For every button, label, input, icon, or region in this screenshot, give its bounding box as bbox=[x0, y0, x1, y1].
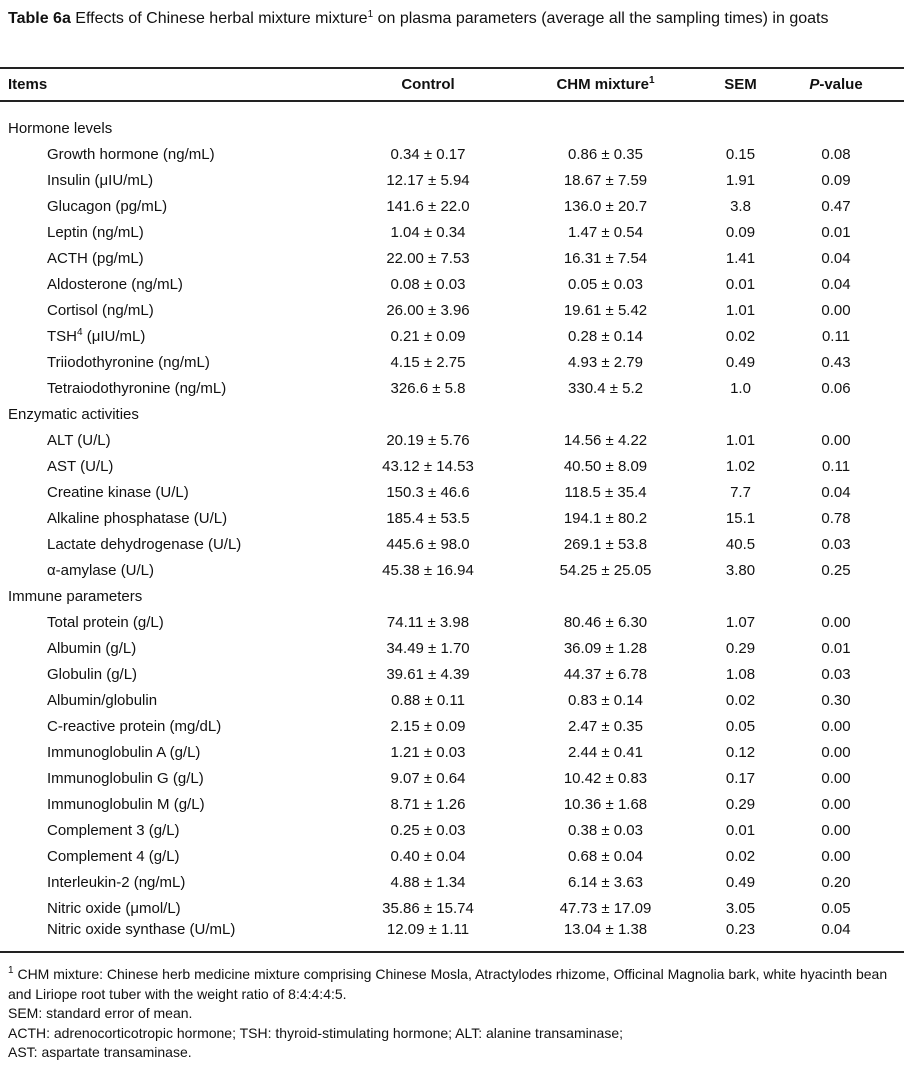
control-value: 26.00 ± 3.96 bbox=[386, 301, 470, 319]
item-name bbox=[0, 349, 338, 375]
control-value: 326.6 ± 5.8 bbox=[390, 379, 466, 397]
table-row bbox=[0, 687, 904, 713]
sem-value: 3.8 bbox=[730, 197, 751, 215]
table-row bbox=[0, 219, 904, 245]
table-row bbox=[0, 453, 904, 479]
item-text: Albumin/globulin bbox=[47, 691, 158, 709]
sem-value: 0.49 bbox=[725, 353, 756, 371]
table-row bbox=[0, 531, 904, 557]
chm-value: 118.5 ± 35.4 bbox=[564, 483, 647, 501]
p-value: 0.04 bbox=[821, 483, 851, 501]
plasma-parameters-table bbox=[0, 67, 904, 953]
title-text-after: on plasma parameters (average all the sampling times) in goats bbox=[373, 10, 829, 27]
sem-value: 1.01 bbox=[725, 431, 756, 449]
table-row bbox=[0, 271, 904, 297]
chm-value: 0.86 ± 0.35 bbox=[568, 145, 643, 163]
sem-value: 1.01 bbox=[725, 301, 756, 319]
item-text-after: (μIU/mL) bbox=[82, 327, 146, 345]
chm-value: 13.04 ± 1.38 bbox=[518, 921, 693, 952]
item-text: ALT (U/L) bbox=[47, 431, 111, 449]
chm-value: 1.47 ± 0.54 bbox=[568, 223, 643, 241]
sem-value: 0.17 bbox=[725, 769, 756, 787]
control-value: 20.19 ± 5.76 bbox=[386, 431, 470, 449]
sem-value: 1.41 bbox=[725, 249, 756, 267]
item-text: Alkaline phosphatase (U/L) bbox=[47, 509, 228, 527]
header-p-rest: -value bbox=[819, 76, 863, 93]
item-text: AST (U/L) bbox=[47, 457, 114, 475]
table-row bbox=[0, 635, 904, 661]
control-value: 39.61 ± 4.39 bbox=[386, 665, 470, 683]
title-text: Effects of Chinese herbal mixture mixture bbox=[75, 10, 368, 27]
control-value: 1.04 ± 0.34 bbox=[390, 223, 466, 241]
table-row bbox=[0, 297, 904, 323]
sem-value: 3.05 bbox=[725, 899, 756, 917]
item-name bbox=[0, 323, 338, 349]
sem-value: 0.29 bbox=[725, 639, 756, 657]
section-row bbox=[0, 583, 904, 609]
item-name bbox=[0, 843, 338, 869]
item-text: C-reactive protein (mg/dL) bbox=[47, 717, 222, 735]
p-value: 0.09 bbox=[821, 171, 851, 189]
control-value: 43.12 ± 14.53 bbox=[382, 457, 474, 475]
spacer-row bbox=[0, 101, 904, 115]
chm-value: 0.83 ± 0.14 bbox=[568, 691, 643, 709]
sem-value: 15.1 bbox=[725, 509, 756, 527]
table-row bbox=[0, 713, 904, 739]
p-value: 0.08 bbox=[821, 145, 851, 163]
item-text: Insulin (μIU/mL) bbox=[47, 171, 154, 189]
chm-value: 36.09 ± 1.28 bbox=[563, 639, 648, 657]
spacer-cell bbox=[0, 101, 904, 115]
control-value: 2.15 ± 0.09 bbox=[390, 717, 466, 735]
chm-value: 269.1 ± 53.8 bbox=[563, 535, 648, 553]
item-name bbox=[0, 167, 338, 193]
p-value: 0.00 bbox=[821, 847, 851, 865]
control-value: 0.40 ± 0.04 bbox=[390, 847, 466, 865]
item-name bbox=[0, 427, 338, 453]
title-footnote-ref: 1 bbox=[367, 9, 374, 20]
table-row bbox=[0, 609, 904, 635]
chm-value: 44.37 ± 6.78 bbox=[563, 665, 648, 683]
item-name bbox=[0, 921, 338, 952]
p-value: 0.78 bbox=[821, 509, 851, 527]
table-row bbox=[0, 895, 904, 921]
section-title: Enzymatic activities bbox=[8, 405, 139, 423]
sem-value: 7.7 bbox=[730, 483, 751, 501]
control-value: 185.4 ± 53.5 bbox=[386, 509, 470, 527]
item-name bbox=[0, 557, 338, 583]
sem-value: 0.05 bbox=[725, 717, 756, 735]
p-value: 0.43 bbox=[821, 353, 851, 371]
sem-value: 3.80 bbox=[725, 561, 756, 579]
table-row bbox=[0, 817, 904, 843]
chm-value: 18.67 ± 7.59 bbox=[563, 171, 648, 189]
table-row bbox=[0, 193, 904, 219]
header-items: Items bbox=[0, 68, 338, 101]
chm-value: 194.1 ± 80.2 bbox=[563, 509, 648, 527]
p-value: 0.30 bbox=[821, 691, 851, 709]
footnote-1-text: CHM mixture: Chinese herb medicine mixture comprising Chinese Mosla, Atractylodes rhizome, Officinal Magnolia bark, white hyacinth bean and Liriope root tuber with the weight ratio of 8:4:4:4:5. bbox=[8, 966, 888, 1002]
item-text: Albumin (g/L) bbox=[47, 639, 137, 657]
p-value: 0.00 bbox=[821, 301, 851, 319]
table-row bbox=[0, 323, 904, 349]
table-row bbox=[0, 843, 904, 869]
sem-value: 1.0 bbox=[730, 379, 751, 397]
table-title bbox=[8, 9, 898, 29]
header-chm-text: CHM mixture bbox=[556, 76, 649, 93]
footnote-abbreviations-2: AST: aspartate transaminase. bbox=[8, 1044, 192, 1060]
item-name bbox=[0, 271, 338, 297]
item-text: Nitric oxide synthase (U/mL) bbox=[47, 921, 236, 938]
control-value: 1.21 ± 0.03 bbox=[390, 743, 466, 761]
table-row bbox=[0, 765, 904, 791]
chm-value: 10.42 ± 0.83 bbox=[563, 769, 648, 787]
p-value: 0.00 bbox=[821, 717, 851, 735]
header-sem: SEM bbox=[693, 68, 788, 101]
table-row bbox=[0, 921, 904, 952]
chm-value: 2.44 ± 0.41 bbox=[568, 743, 643, 761]
footnote-1-marker: 1 bbox=[8, 965, 14, 976]
item-text: TSH bbox=[47, 327, 77, 345]
section-title: Immune parameters bbox=[8, 587, 143, 605]
item-text: Immunoglobulin G (g/L) bbox=[47, 769, 204, 787]
chm-value: 19.61 ± 5.42 bbox=[563, 301, 648, 319]
table-row bbox=[0, 661, 904, 687]
control-value: 35.86 ± 15.74 bbox=[382, 899, 474, 917]
chm-value: 4.93 ± 2.79 bbox=[568, 353, 643, 371]
chm-value: 6.14 ± 3.63 bbox=[568, 873, 643, 891]
table-row bbox=[0, 349, 904, 375]
control-value: 0.08 ± 0.03 bbox=[390, 275, 466, 293]
control-value: 0.21 ± 0.09 bbox=[390, 327, 466, 345]
sem-value: 0.12 bbox=[725, 743, 756, 761]
p-value: 0.06 bbox=[821, 379, 851, 397]
table-body bbox=[0, 101, 904, 952]
item-name bbox=[0, 297, 338, 323]
sem-value: 1.91 bbox=[725, 171, 756, 189]
control-value: 45.38 ± 16.94 bbox=[382, 561, 474, 579]
item-name bbox=[0, 193, 338, 219]
sem-value: 40.5 bbox=[725, 535, 756, 553]
item-name bbox=[0, 817, 338, 843]
sem-value: 0.02 bbox=[725, 327, 756, 345]
sem-value: 0.02 bbox=[725, 847, 756, 865]
p-value: 0.00 bbox=[821, 431, 851, 449]
section-title: Hormone levels bbox=[8, 119, 113, 137]
chm-value: 330.4 ± 5.2 bbox=[568, 379, 643, 397]
p-value: 0.00 bbox=[821, 769, 851, 787]
header-chm-sup: 1 bbox=[648, 75, 655, 86]
item-text: Total protein (g/L) bbox=[47, 613, 164, 631]
section-row bbox=[0, 401, 904, 427]
p-value: 0.11 bbox=[821, 327, 851, 345]
item-name bbox=[0, 895, 338, 921]
p-value: 0.03 bbox=[821, 665, 851, 683]
table-label: Table 6a bbox=[8, 10, 71, 27]
header-chm bbox=[518, 68, 693, 101]
sem-value: 1.08 bbox=[725, 665, 756, 683]
footnote-sem: SEM: standard error of mean. bbox=[8, 1005, 193, 1021]
chm-value: 0.28 ± 0.14 bbox=[568, 327, 643, 345]
item-text: Triiodothyronine (ng/mL) bbox=[47, 353, 210, 371]
table-row bbox=[0, 557, 904, 583]
item-name bbox=[0, 687, 338, 713]
table-row bbox=[0, 791, 904, 817]
item-name bbox=[0, 245, 338, 271]
p-value: 0.00 bbox=[821, 795, 851, 813]
p-value: 0.01 bbox=[821, 223, 851, 241]
item-name bbox=[0, 713, 338, 739]
table-row bbox=[0, 167, 904, 193]
item-text: Aldosterone (ng/mL) bbox=[47, 275, 183, 293]
p-value: 0.04 bbox=[821, 275, 851, 293]
control-value: 22.00 ± 7.53 bbox=[386, 249, 470, 267]
table-row bbox=[0, 479, 904, 505]
control-value: 9.07 ± 0.64 bbox=[390, 769, 466, 787]
table-row bbox=[0, 141, 904, 167]
footnote-1 bbox=[8, 965, 898, 1004]
item-text: α-amylase (U/L) bbox=[47, 561, 155, 579]
header-p-value bbox=[788, 68, 904, 101]
control-value: 34.49 ± 1.70 bbox=[386, 639, 470, 657]
item-name bbox=[0, 791, 338, 817]
control-value: 8.71 ± 1.26 bbox=[390, 795, 466, 813]
chm-value: 0.68 ± 0.04 bbox=[568, 847, 643, 865]
chm-value: 40.50 ± 8.09 bbox=[563, 457, 648, 475]
control-value: 74.11 ± 3.98 bbox=[386, 613, 470, 631]
item-name bbox=[0, 765, 338, 791]
item-text: Complement 4 (g/L) bbox=[47, 847, 180, 865]
item-name bbox=[0, 479, 338, 505]
item-text: ACTH (pg/mL) bbox=[47, 249, 144, 267]
control-value: 12.17 ± 5.94 bbox=[386, 171, 470, 189]
table-row bbox=[0, 375, 904, 401]
p-value: 0.00 bbox=[821, 743, 851, 761]
p-value: 0.47 bbox=[821, 197, 851, 215]
item-name bbox=[0, 609, 338, 635]
control-value: 150.3 ± 46.6 bbox=[386, 483, 470, 501]
item-text: Growth hormone (ng/mL) bbox=[47, 145, 215, 163]
control-value: 0.34 ± 0.17 bbox=[390, 145, 466, 163]
p-value: 0.05 bbox=[821, 899, 851, 917]
item-name bbox=[0, 453, 338, 479]
header-row bbox=[0, 68, 904, 101]
chm-value: 16.31 ± 7.54 bbox=[563, 249, 648, 267]
item-name bbox=[0, 635, 338, 661]
item-name bbox=[0, 531, 338, 557]
control-value: 4.15 ± 2.75 bbox=[390, 353, 466, 371]
item-text: Leptin (ng/mL) bbox=[47, 223, 144, 241]
chm-value: 2.47 ± 0.35 bbox=[568, 717, 643, 735]
chm-value: 14.56 ± 4.22 bbox=[563, 431, 648, 449]
p-value: 0.00 bbox=[821, 613, 851, 631]
item-text: Lactate dehydrogenase (U/L) bbox=[47, 535, 242, 553]
control-value: 12.09 ± 1.11 bbox=[338, 921, 518, 952]
control-value: 0.25 ± 0.03 bbox=[390, 821, 466, 839]
table-row bbox=[0, 245, 904, 271]
item-name bbox=[0, 661, 338, 687]
item-name bbox=[0, 739, 338, 765]
chm-value: 136.0 ± 20.7 bbox=[563, 197, 648, 215]
item-name bbox=[0, 141, 338, 167]
chm-value: 10.36 ± 1.68 bbox=[563, 795, 648, 813]
item-text: Immunoglobulin M (g/L) bbox=[47, 795, 205, 813]
control-value: 141.6 ± 22.0 bbox=[386, 197, 470, 215]
p-value: 0.00 bbox=[821, 821, 851, 839]
footnotes bbox=[8, 965, 898, 1063]
item-text: Immunoglobulin A (g/L) bbox=[47, 743, 201, 761]
item-text: Glucagon (pg/mL) bbox=[47, 197, 168, 215]
chm-value: 0.05 ± 0.03 bbox=[568, 275, 643, 293]
item-name bbox=[0, 869, 338, 895]
control-value: 4.88 ± 1.34 bbox=[390, 873, 466, 891]
p-value: 0.04 bbox=[821, 249, 851, 267]
table-row bbox=[0, 427, 904, 453]
header-control: Control bbox=[338, 68, 518, 101]
sem-value: 1.07 bbox=[725, 613, 756, 631]
p-value: 0.01 bbox=[821, 639, 851, 657]
item-name bbox=[0, 505, 338, 531]
chm-value: 47.73 ± 17.09 bbox=[559, 899, 652, 917]
header-p-italic: P bbox=[809, 76, 820, 93]
sem-value: 0.02 bbox=[725, 691, 756, 709]
table-row bbox=[0, 505, 904, 531]
sem-value: 0.49 bbox=[725, 873, 756, 891]
item-name bbox=[0, 375, 338, 401]
item-text: Globulin (g/L) bbox=[47, 665, 138, 683]
table-row bbox=[0, 739, 904, 765]
sem-value: 0.29 bbox=[725, 795, 756, 813]
item-text: Cortisol (ng/mL) bbox=[47, 301, 154, 319]
p-value: 0.20 bbox=[821, 873, 851, 891]
sem-value: 0.09 bbox=[725, 223, 756, 241]
footnote-abbreviations-1: ACTH: adrenocorticotropic hormone; TSH: thyroid-stimulating hormone; ALT: alanine transaminase; bbox=[8, 1024, 623, 1041]
chm-value: 80.46 ± 6.30 bbox=[563, 613, 648, 631]
control-value: 445.6 ± 98.0 bbox=[386, 535, 470, 553]
item-name bbox=[0, 219, 338, 245]
chm-value: 54.25 ± 25.05 bbox=[559, 561, 652, 579]
p-value: 0.11 bbox=[821, 457, 851, 475]
p-value: 0.03 bbox=[821, 535, 851, 553]
item-footnote-ref: 4 bbox=[77, 326, 83, 338]
table-row bbox=[0, 869, 904, 895]
p-value: 0.25 bbox=[821, 561, 851, 579]
item-text: Complement 3 (g/L) bbox=[47, 821, 180, 839]
sem-value: 0.01 bbox=[725, 275, 756, 293]
sem-value: 1.02 bbox=[725, 457, 756, 475]
chm-value: 0.38 ± 0.03 bbox=[568, 821, 643, 839]
p-value: 0.04 bbox=[788, 921, 904, 952]
item-text: Interleukin-2 (ng/mL) bbox=[47, 873, 186, 891]
item-text: Creatine kinase (U/L) bbox=[47, 483, 189, 501]
item-text: Tetraiodothyronine (ng/mL) bbox=[47, 379, 227, 397]
section-row bbox=[0, 115, 904, 141]
sem-value: 0.01 bbox=[725, 821, 756, 839]
item-text: Nitric oxide (μmol/L) bbox=[47, 899, 181, 917]
sem-value: 0.23 bbox=[693, 921, 788, 952]
sem-value: 0.15 bbox=[725, 145, 756, 163]
control-value: 0.88 ± 0.11 bbox=[391, 691, 465, 709]
